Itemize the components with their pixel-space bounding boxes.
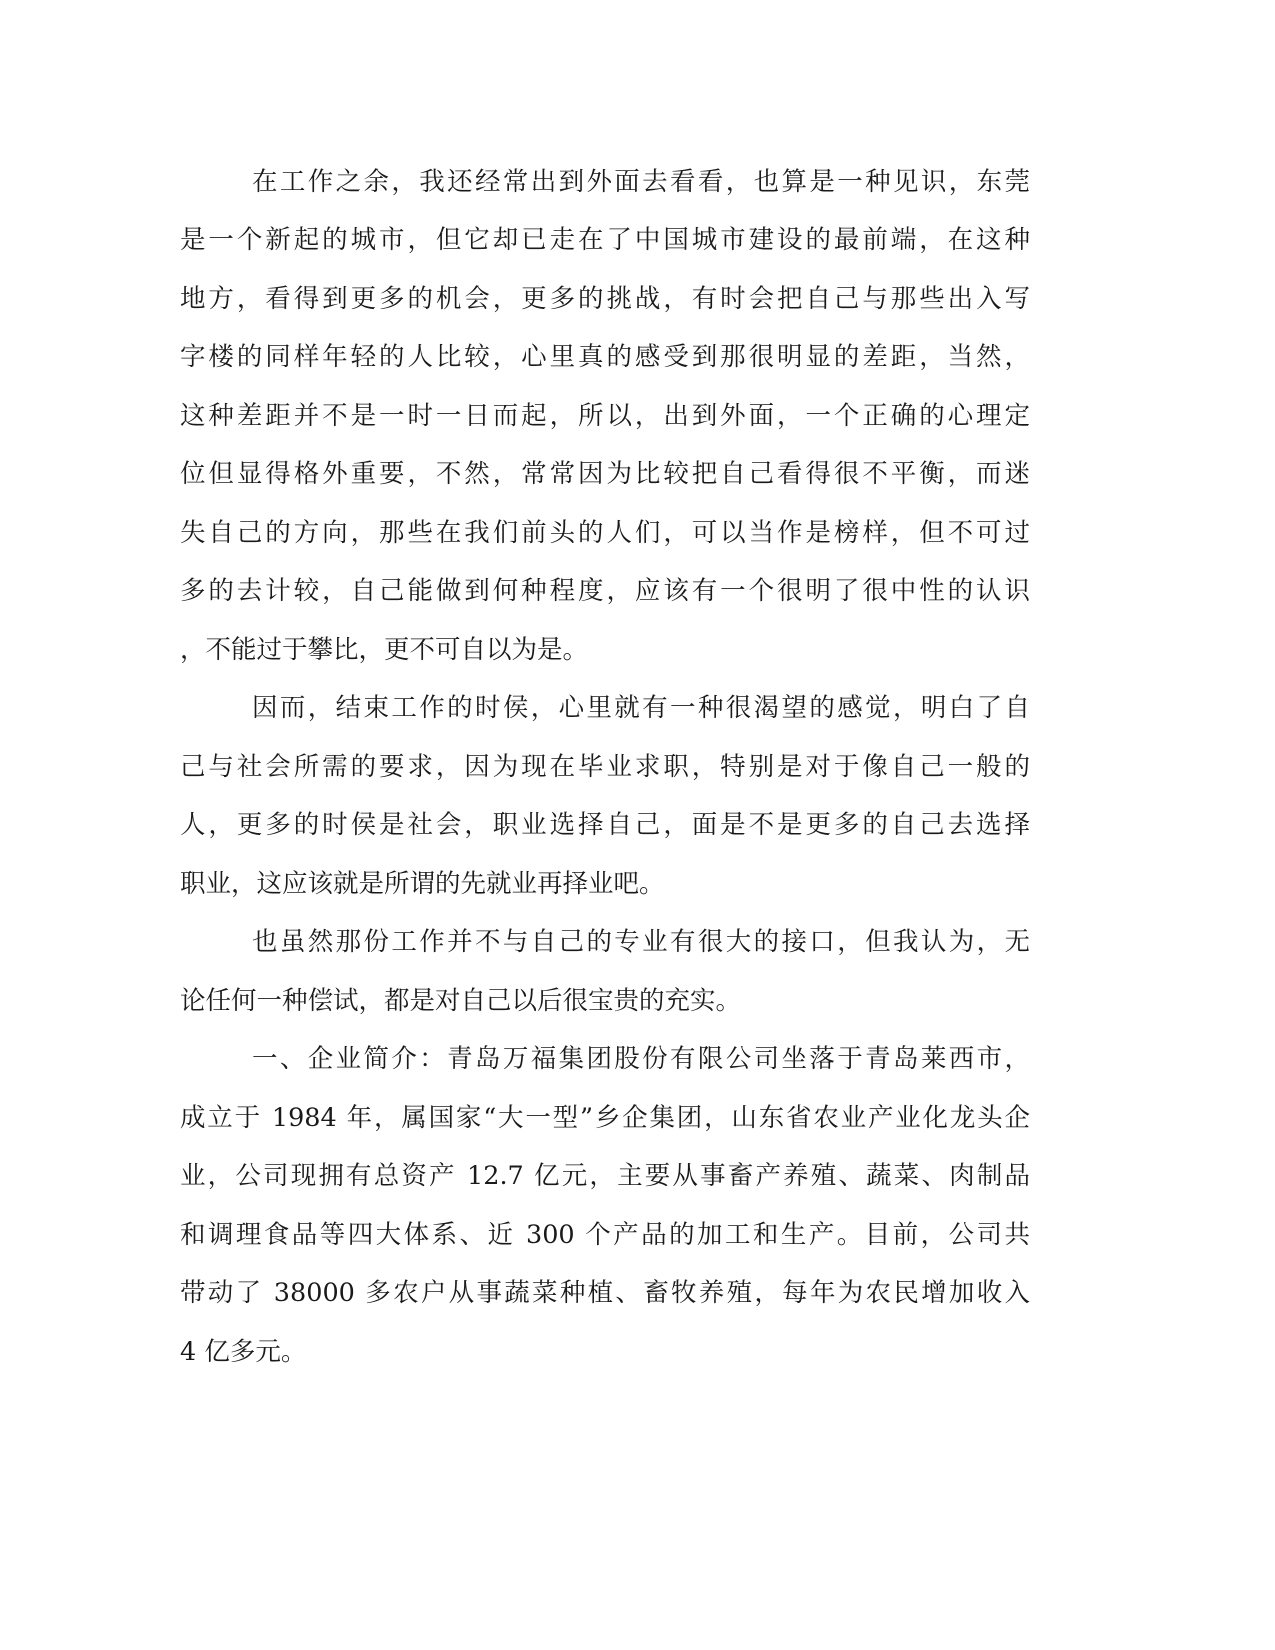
- paragraph-4-line-3: 业，公司现拥有总资产 12.7 亿元，主要从事畜产养殖、蔬菜、肉制品: [180, 1161, 1030, 1191]
- paragraph-1-line-9: ，不能过于攀比，更不可自以为是。: [180, 635, 589, 665]
- paragraph-3-line-1: 也虽然那份工作并不与自己的专业有很大的接口，但我认为，无: [252, 927, 1030, 957]
- paragraph-1-line-3: 地方，看得到更多的机会，更多的挑战，有时会把自己与那些出入写: [180, 284, 1030, 314]
- paragraph-2-line-4: 职业，这应该就是所谓的先就业再择业吧。: [180, 869, 665, 899]
- paragraph-2-line-1: 因而，结束工作的时侯，心里就有一种很渴望的感觉，明白了自: [252, 693, 1030, 723]
- paragraph-3-line-2: 论任何一种偿试，都是对自己以后很宝贵的充实。: [180, 986, 742, 1016]
- paragraph-4-line-4: 和调理食品等四大体系、近 300 个产品的加工和生产。目前，公司共: [180, 1220, 1030, 1250]
- paragraph-1-line-4: 字楼的同样年轻的人比较，心里真的感受到那很明显的差距，当然，: [180, 342, 1030, 372]
- paragraph-4-line-6: 4 亿多元。: [180, 1337, 307, 1367]
- paragraph-4-line-2: 成立于 1984 年，属国家“大一型”乡企集团，山东省农业产业化龙头企: [180, 1103, 1030, 1133]
- paragraph-1-line-6: 位但显得格外重要，不然，常常因为比较把自己看得很不平衡，而迷: [180, 459, 1030, 489]
- paragraph-1-line-8: 多的去计较，自己能做到何种程度，应该有一个很明了很中性的认识: [180, 576, 1030, 606]
- paragraph-2-line-2: 己与社会所需的要求，因为现在毕业求职，特别是对于像自己一般的: [180, 752, 1030, 782]
- paragraph-2-line-3: 人，更多的时侯是社会，职业选择自己，面是不是更多的自己去选择: [180, 810, 1030, 840]
- paragraph-4-line-1: 一、企业简介：青岛万福集团股份有限公司坐落于青岛莱西市，: [252, 1044, 1030, 1074]
- paragraph-1-line-1: 在工作之余，我还经常出到外面去看看，也算是一种见识，东莞: [252, 167, 1030, 197]
- paragraph-1-line-2: 是一个新起的城市，但它却已走在了中国城市建设的最前端，在这种: [180, 225, 1030, 255]
- paragraph-4-line-5: 带动了 38000 多农户从事蔬菜种植、畜牧养殖，每年为农民增加收入: [180, 1278, 1030, 1308]
- paragraph-1-line-7: 失自己的方向，那些在我们前头的人们，可以当作是榜样，但不可过: [180, 518, 1030, 548]
- paragraph-1-line-5: 这种差距并不是一时一日而起，所以，出到外面，一个正确的心理定: [180, 401, 1030, 431]
